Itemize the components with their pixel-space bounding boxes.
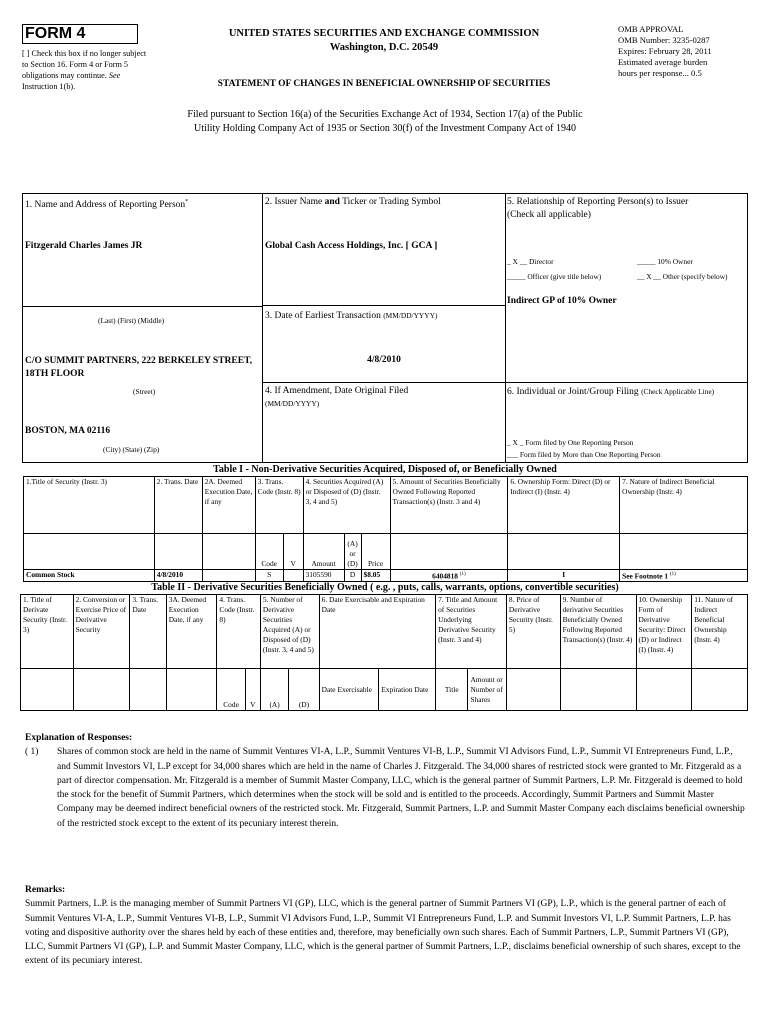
omb-approval: OMB APPROVAL OMB Number: 3235-0287 Expires: February 28, 2011 Estimated average burden hours per response... 0.5 <box>618 24 712 78</box>
remarks-heading: Remarks: <box>25 885 66 895</box>
relationship-title: Indirect GP of 10% Owner <box>507 296 617 306</box>
statement-title: STATEMENT OF CHANGES IN BENEFICIAL OWNERSHIP OF SECURITIES <box>217 79 551 89</box>
footnote-1: ( 1) Shares of common stock are held in the name of Summit Ventures VI-A, L.P., Summit Ventures VI-B, L.P., Summit VI Advisors Fund, L.P., Summit VI Entrepreneurs Fund, L.P., and Summit Investors VI, L.P except for 34,000 shares which are held in the name of Charles J. Fitzgerald. The 34,000 shares of restricted stock were granted to Mr. Fitzgerald as a part of director compensation. Mr. Fitzgerald is a member of Summit Master Company, LLC, which is the general partner of Summit Partners, L.P. Mr. Fitzgerald is deemed to hold the stock for the benefit of Summit Partners, which determines when the stock will be sold and is entitled to the proceeds. Accordingly, Summit Partners and Summit Master Company may be deemed indirect beneficial owners of the restricted stock. Mr. Fitzgerald, Summit Partners, L.P. and Summit Master Company each disclaims beneficial ownership of the restricted stock except to the extent of its pecuniary interest therein. <box>25 747 745 829</box>
box-earliest-date: 3. Date of Earliest Transaction (MM/DD/YYYY) 4/8/2010 <box>262 305 506 383</box>
box-reporting-person: 1. Name and Address of Reporting Person* Fitzgerald Charles James JR (Last) (First) (Middle) C/O SUMMIT PARTNERS, 222 BERKELEY STREET, 18TH FLOOR (Street) BOSTON, MA 02116 (City) (State) (Zip) <box>22 193 263 463</box>
agency-header <box>188 27 580 55</box>
table2-title: Table II - Derivative Securities Beneficially Owned ( e.g. , puts, calls, warrants, options, convertible securities) <box>151 582 619 593</box>
agency-location: Washington, D.C. 20549 <box>329 42 439 53</box>
box-amendment: 4. If Amendment, Date Original Filed (MM/DD/YYYY) <box>262 382 506 463</box>
table2: 1. Title of Derivate Security (Instr. 3) 2. Conversion or Exercise Price of Derivative Security 3. Trans. Date 3A. Deemed Execution Date, if any 4. Trans. Code (Instr. 8) 5. Number of Derivative Securities Acquired (A) or Disposed of (D) (Instr. 3, 4 and 5) 6. Date Exercisable and Expiration Date 7. Title and Amount of Securities Underlying Derivative Security (Instr. 3 and 4) 8. Price of Derivative Security (Instr. 5) 9. Number of derivative Securities Beneficially Owned Following Reported Transaction(s) (Instr. 4) 10. Ownership Form of Derivative Security: Direct (D) or Indirect (I) (Instr. 4) 11. Nature of Indirect Beneficial Ownership (Instr. 4) Code V (A) (D) Date Exercisable Expiration Date Title Amount or Number of Shares <box>20 594 748 711</box>
box-issuer: 2. Issuer Name and Ticker or Trading Symbol Global Cash Access Holdings, Inc. [ GCA ] <box>262 193 506 306</box>
filed-pursuant: Filed pursuant to Section 16(a) of the Securities Exchange Act of 1934, Section 17(a) of the Public Utility Holding Company Act of 1935 or Section 30(f) of the Investment Company Act of 1940 <box>187 109 583 134</box>
explanation-heading: Explanation of Responses: <box>25 733 133 743</box>
reporting-person-city: BOSTON, MA 02116 <box>25 426 111 436</box>
divider <box>23 306 262 307</box>
reporting-person-name: Fitzgerald Charles James JR <box>25 241 143 251</box>
issuer-name: Global Cash Access Holdings, Inc. [ GCA ] <box>265 241 438 251</box>
remarks-text: Summit Partners, L.P. is the managing member of Summit Partners VI (GP), LLC, which is the general partner of Summit Partners VI (GP), L.P., which is the general partner of each of Summit Ventures VI-A, L.P., Summit Ventures VI-B, L.P., Summit VI Advisors Fund, L.P., Summit VI Entrepreneurs Fund, L.P. and Summit Investors VI, L.P. Summit Partners, L.P. has voting and dispositive authority over the shares held by each of these entities and, therefore, may beneficially own such shares. Each of Summit Partners, L.P., Summit Partners VI (GP), LLC, Summit Partners VI (GP), L.P. and Summit Master Company, LLC, which is the general partner of Summit Partners, L.P., disclaims beneficial ownership of such shares, except to the extent of its pecuniary interest. <box>25 899 741 967</box>
filing-more-persons: ___ Form filed by More than One Reporting Person <box>507 450 661 459</box>
table1: 1.Title of Security (Instr. 3) 2. Trans. Date 2A. Deemed Execution Date, if any 3. Trans. Code (Instr. 8) 4. Securities Acquired (A) or Disposed of (D) (Instr. 3, 4 and 5) 5. Amount of Securities Beneficially Owned Following Reported Transaction(s) (Instr. 3 and 4) 6. Ownership Form: Direct (D) or Indirect (I) (Instr. 4) 7. Nature of Indirect Beneficial Ownership (Instr. 4) Code V Amount (A) or (D) Price Common Stock 4/8/2010 S 3105590 D $8.05 6404818 $^{(1)}$ I See Footnote 1 $^{(1)}$ <box>23 476 748 582</box>
checkbox-ten-percent: _____ 10% Owner <box>637 257 693 266</box>
form-title: FORM 4 <box>22 24 138 44</box>
box-filing: 6. Individual or Joint/Group Filing (Check Applicable Line) _ X _ Form filed by One Reporting Person ___ Form filed by More than One Reporting Person <box>505 382 748 463</box>
explanation-of-responses <box>25 731 747 831</box>
checkbox-director: _ X __ Director <box>507 257 554 266</box>
box-relationship: 5. Relationship of Reporting Person(s) to Issuer (Check all applicable) _ X __ Director _____ 10% Owner _____ Officer (give title below) __ X __ Other (specify below) Indirect GP of 10% Owner <box>505 193 748 383</box>
reporting-person-address: C/O SUMMIT PARTNERS, 222 BERKELEY STREET, 18TH FLOOR <box>25 356 253 379</box>
checkbox-other: __ X __ Other (specify below) <box>637 272 728 281</box>
agency-name: UNITED STATES SECURITIES AND EXCHANGE COMMISSION <box>228 28 540 39</box>
table1-title: Table I - Non-Derivative Securities Acquired, Disposed of, or Beneficially Owned <box>213 464 557 475</box>
table-row: Common Stock 4/8/2010 S 3105590 D $8.05 6404818 $^{(1)}$ I See Footnote 1 $^{(1)}$ <box>24 570 748 582</box>
check-box-note: [ ] Check this box if no longer subject to Section 16. Form 4 or Form 5 obligations may continue. See Instruction 1(b). <box>22 49 147 91</box>
earliest-transaction-date: 4/8/2010 <box>367 355 401 365</box>
filing-one-person: _ X _ Form filed by One Reporting Person <box>507 438 634 447</box>
remarks <box>25 883 747 969</box>
checkbox-officer: _____ Officer (give title below) <box>507 272 602 281</box>
